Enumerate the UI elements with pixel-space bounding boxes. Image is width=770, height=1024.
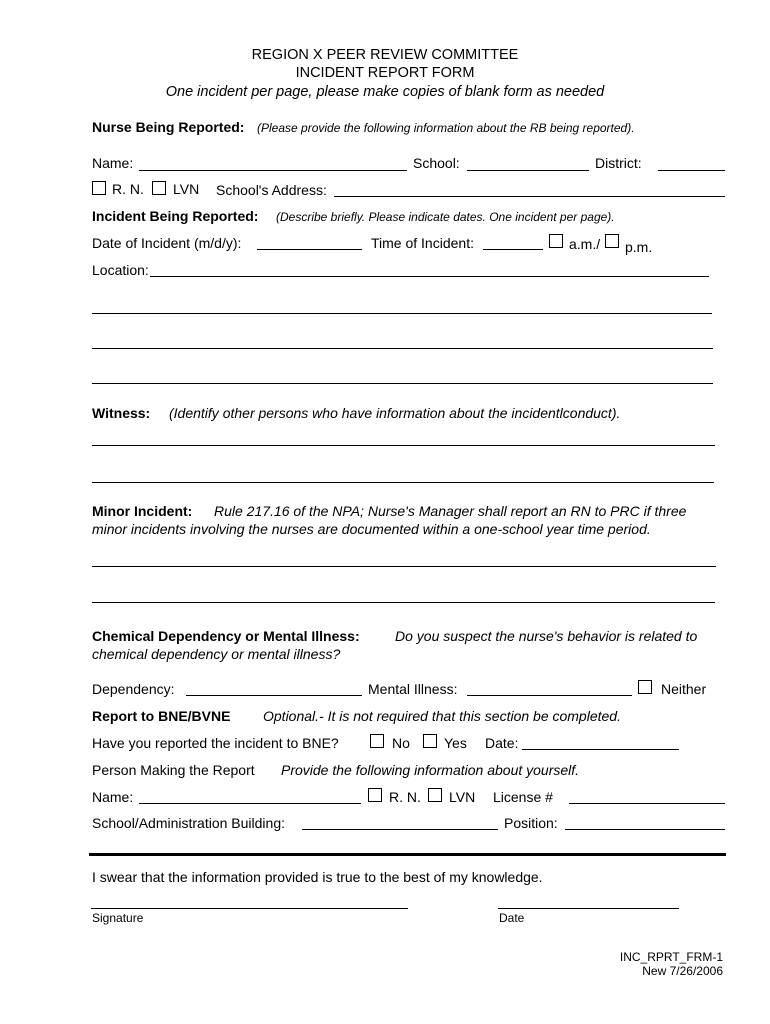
- signature-date-label: Date: [499, 911, 525, 925]
- chemical-section-note-1: Do you suspect the nurse's behavior is related to: [395, 628, 698, 644]
- nurse-name-field[interactable]: [139, 170, 407, 171]
- signature-date-field[interactable]: [498, 908, 679, 909]
- nurse-school-field[interactable]: [467, 170, 589, 171]
- neither-label: Neither: [661, 681, 707, 697]
- minor-section-note-1: Rule 217.16 of the NPA; Nurse's Manager shall report an RN to PRC if three: [214, 503, 687, 519]
- incident-am-label: a.m./: [569, 236, 601, 252]
- reporter-lvn-label: LVN: [449, 789, 476, 805]
- witness-section-note: (Identify other persons who have information about the incidentlconduct).: [169, 405, 621, 421]
- signature-field[interactable]: [91, 908, 408, 909]
- witness-line-1[interactable]: [92, 445, 715, 446]
- witness-line-2[interactable]: [92, 482, 714, 483]
- minor-line-1[interactable]: [92, 566, 716, 567]
- minor-section-heading: Minor Incident:: [92, 503, 193, 519]
- incident-description-line-3[interactable]: [92, 383, 713, 384]
- nurse-section-heading: Nurse Being Reported:: [92, 119, 245, 135]
- witness-section-heading: Witness:: [92, 405, 151, 421]
- incident-pm-checkbox[interactable]: [605, 234, 619, 248]
- oath-statement: I swear that the information provided is true to the best of my knowledge.: [92, 869, 543, 885]
- neither-checkbox[interactable]: [638, 680, 652, 694]
- reported-date-field[interactable]: [522, 749, 679, 750]
- nurse-lvn-label: LVN: [173, 181, 200, 197]
- form-revision: New 7/26/2006: [642, 964, 723, 978]
- reported-no-checkbox[interactable]: [370, 734, 384, 748]
- incident-description-line-1[interactable]: [92, 313, 712, 314]
- reporter-section-heading: Person Making the Report: [92, 762, 255, 778]
- nurse-lvn-checkbox[interactable]: [152, 181, 166, 195]
- nurse-district-field[interactable]: [658, 170, 725, 171]
- dependency-field[interactable]: [186, 695, 362, 696]
- reporter-license-field[interactable]: [569, 803, 725, 804]
- minor-section-note-2: minor incidents involving the nurses are documented within a one-school year time period.: [92, 521, 651, 537]
- reporter-name-field[interactable]: [139, 803, 361, 804]
- reported-question: Have you reported the incident to BNE?: [92, 735, 339, 751]
- nurse-rn-checkbox[interactable]: [92, 181, 106, 195]
- reported-date-label: Date:: [485, 735, 519, 751]
- form-org-title: REGION X PEER REVIEW COMMITTEE: [251, 47, 519, 63]
- incident-pm-label: p.m.: [625, 239, 653, 255]
- mental-illness-label: Mental Illness:: [368, 681, 458, 697]
- section-divider: [89, 853, 726, 856]
- reported-yes-checkbox[interactable]: [423, 734, 437, 748]
- chemical-section-note-2: chemical dependency or mental illness?: [92, 646, 341, 662]
- incident-time-label: Time of Incident:: [371, 235, 474, 251]
- incident-description-line-2[interactable]: [92, 348, 713, 349]
- report-section-note: Optional.- It is not required that this section be completed.: [263, 708, 621, 724]
- minor-line-2[interactable]: [92, 602, 715, 603]
- reporter-section-note: Provide the following information about yourself.: [281, 762, 580, 778]
- reported-no-label: No: [392, 735, 410, 751]
- reporter-position-label: Position:: [504, 815, 558, 831]
- reported-yes-label: Yes: [444, 735, 467, 751]
- incident-section-heading: Incident Being Reported:: [92, 208, 259, 224]
- signature-label: Signature: [92, 911, 144, 925]
- nurse-name-label: Name:: [92, 155, 134, 171]
- mental-illness-field[interactable]: [467, 695, 632, 696]
- incident-location-label: Location:: [92, 262, 149, 278]
- reporter-license-label: License #: [493, 789, 553, 805]
- reporter-school-label: School/Administration Building:: [92, 815, 285, 831]
- nurse-rn-label: R. N.: [112, 181, 144, 197]
- incident-time-field[interactable]: [483, 249, 543, 250]
- form-title: INCIDENT REPORT FORM: [295, 65, 475, 81]
- reporter-school-field[interactable]: [302, 829, 498, 830]
- incident-date-label: Date of Incident (m/d/y):: [92, 235, 242, 251]
- reporter-rn-checkbox[interactable]: [368, 788, 382, 802]
- report-section-heading: Report to BNE/BVNE: [92, 708, 231, 724]
- incident-section-note: (Describe briefly. Please indicate dates. One incident per page).: [276, 210, 615, 224]
- nurse-district-label: District:: [595, 155, 642, 171]
- form-code: INC_RPRT_FRM-1: [619, 950, 723, 964]
- nurse-school-label: School:: [413, 155, 460, 171]
- incident-location-field[interactable]: [150, 276, 709, 277]
- chemical-section-heading: Chemical Dependency or Mental Illness:: [92, 628, 360, 644]
- nurse-address-field[interactable]: [334, 196, 725, 197]
- incident-date-field[interactable]: [257, 249, 362, 250]
- incident-am-checkbox[interactable]: [549, 234, 563, 248]
- reporter-rn-label: R. N.: [389, 789, 421, 805]
- reporter-name-label: Name:: [92, 789, 134, 805]
- reporter-lvn-checkbox[interactable]: [428, 788, 442, 802]
- nurse-address-label: School's Address:: [216, 182, 327, 198]
- nurse-section-note: (Please provide the following information about the RB being reported).: [257, 121, 635, 135]
- form-instruction: One incident per page, please make copies of blank form as needed: [165, 84, 605, 100]
- reporter-position-field[interactable]: [565, 829, 725, 830]
- dependency-label: Dependency:: [92, 681, 175, 697]
